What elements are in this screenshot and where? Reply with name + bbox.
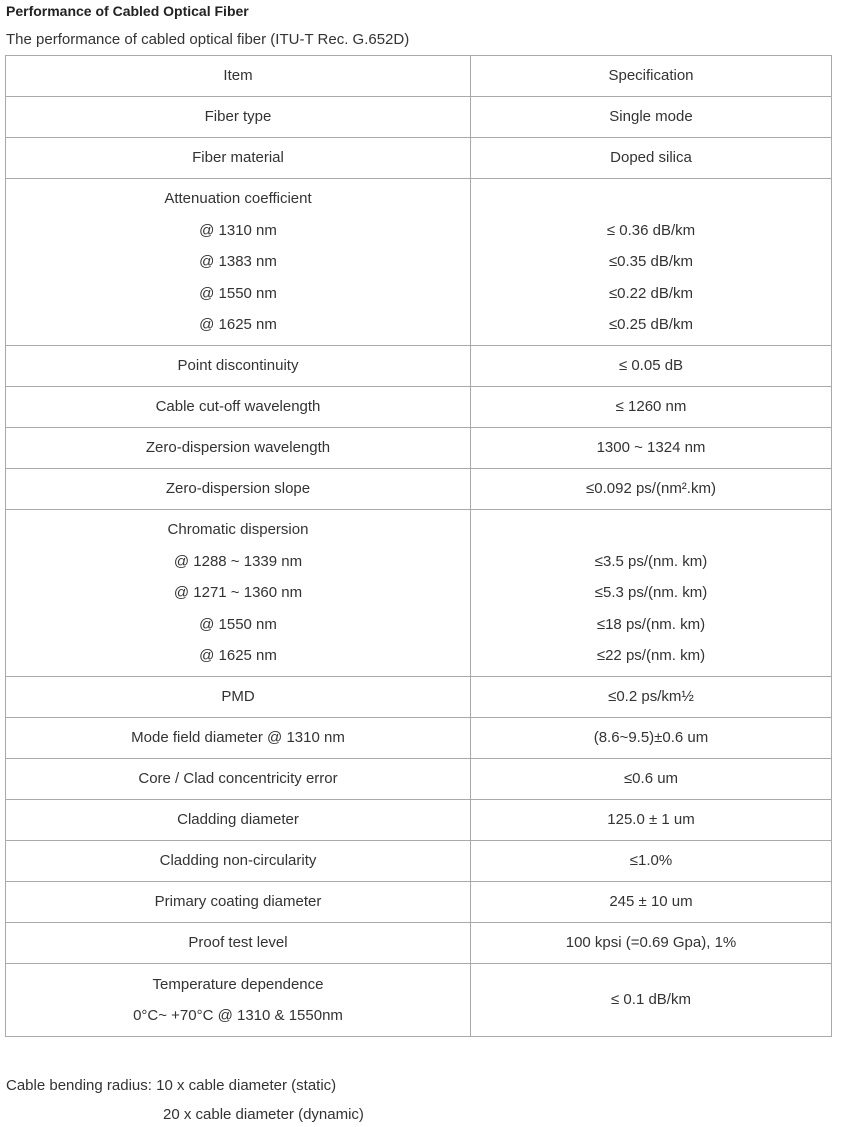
- sub-spec: ≤0.22 dB/km: [608, 284, 694, 302]
- spec-cell: ≤ 1260 nm: [471, 387, 832, 428]
- sub-spec: ≤22 ps/(nm. km): [596, 647, 706, 665]
- table-row: [6, 759, 832, 800]
- spacer: [471, 183, 831, 215]
- bending-radius-note: [6, 1076, 364, 1125]
- group-label: Temperature dependence: [152, 975, 324, 993]
- sub-spec: ≤5.3 ps/(nm. km): [594, 584, 708, 602]
- item-cell: Core / Clad concentricity error: [6, 759, 471, 800]
- sub-item: @ 1625 nm: [199, 316, 277, 334]
- sub-spec: ≤0.35 dB/km: [608, 253, 694, 271]
- spec-cell: ≤0.092 ps/(nm².km): [471, 469, 832, 510]
- item-cell: [6, 510, 471, 677]
- item-cell: Mode field diameter @ 1310 nm: [6, 718, 471, 759]
- table-row: [6, 800, 832, 841]
- spec-cell: 245 ± 10 um: [471, 882, 832, 923]
- spec-cell: 100 kpsi (=0.69 Gpa), 1%: [471, 923, 832, 964]
- spec-cell: ≤0.6 um: [471, 759, 832, 800]
- item-cell: Point discontinuity: [6, 346, 471, 387]
- note-line-2: 20 x cable diameter (dynamic): [163, 1106, 364, 1123]
- item-cell: Cladding non-circularity: [6, 841, 471, 882]
- header-spec: Specification: [471, 56, 832, 97]
- sub-item: @ 1550 nm: [199, 284, 277, 302]
- table-row: [6, 510, 832, 677]
- spec-cell: (8.6~9.5)±0.6 um: [471, 718, 832, 759]
- sub-item: @ 1383 nm: [199, 253, 277, 271]
- sub-item: @ 1310 nm: [199, 221, 277, 239]
- header-item: Item: [6, 56, 471, 97]
- spec-cell: [471, 510, 832, 677]
- table-row: [6, 428, 832, 469]
- table-row: [6, 97, 832, 138]
- item-cell: PMD: [6, 677, 471, 718]
- spec-cell: ≤0.2 ps/km½: [471, 677, 832, 718]
- item-cell: Zero-dispersion slope: [6, 469, 471, 510]
- table-caption: The performance of cabled optical fiber (ITU-T Rec. G.652D): [6, 31, 410, 48]
- sub-item: @ 1625 nm: [199, 647, 277, 665]
- item-cell: [6, 179, 471, 346]
- table-row: [6, 718, 832, 759]
- sub-item: @ 1550 nm: [199, 615, 277, 633]
- group-label: Attenuation coefficient: [164, 190, 312, 208]
- page-heading: Performance of Cabled Optical Fiber: [6, 3, 249, 19]
- table-row: [6, 387, 832, 428]
- spec-cell: 125.0 ± 1 um: [471, 800, 832, 841]
- note-line-1: Cable bending radius: 10 x cable diameter (static): [6, 1077, 337, 1094]
- sub-spec: ≤0.25 dB/km: [608, 316, 694, 334]
- table-row: [6, 138, 832, 179]
- item-cell: Proof test level: [6, 923, 471, 964]
- sub-spec: ≤18 ps/(nm. km): [596, 615, 706, 633]
- item-cell: Cable cut-off wavelength: [6, 387, 471, 428]
- table-header-row: [6, 56, 832, 97]
- table-row: [6, 841, 832, 882]
- item-cell: [6, 964, 471, 1037]
- spacer: [471, 514, 831, 546]
- item-cell: Cladding diameter: [6, 800, 471, 841]
- table-row: [6, 964, 832, 1037]
- item-cell: Zero-dispersion wavelength: [6, 428, 471, 469]
- group-label: Chromatic dispersion: [167, 521, 309, 539]
- item-cell: Fiber material: [6, 138, 471, 179]
- spec-cell: Single mode: [471, 97, 832, 138]
- sub-spec: ≤3.5 ps/(nm. km): [594, 552, 708, 570]
- item-cell: Primary coating diameter: [6, 882, 471, 923]
- sub-spec: ≤ 0.36 dB/km: [606, 221, 696, 239]
- spec-cell: Doped silica: [471, 138, 832, 179]
- spec-cell: ≤1.0%: [471, 841, 832, 882]
- spec-cell: [471, 179, 832, 346]
- table-row: [6, 179, 832, 346]
- spec-cell: 1300 ~ 1324 nm: [471, 428, 832, 469]
- spec-table: [5, 55, 832, 1037]
- table-row: [6, 677, 832, 718]
- item-cell: Fiber type: [6, 97, 471, 138]
- table-row: [6, 469, 832, 510]
- sub-item: 0°C~ +70°C @ 1310 & 1550nm: [133, 1007, 343, 1024]
- sub-item: @ 1271 ~ 1360 nm: [173, 584, 303, 602]
- table-row: [6, 923, 832, 964]
- spec-cell: ≤ 0.1 dB/km: [471, 964, 832, 1037]
- table-row: [6, 346, 832, 387]
- spec-cell: ≤ 0.05 dB: [471, 346, 832, 387]
- sub-item: @ 1288 ~ 1339 nm: [173, 552, 303, 570]
- table-row: [6, 882, 832, 923]
